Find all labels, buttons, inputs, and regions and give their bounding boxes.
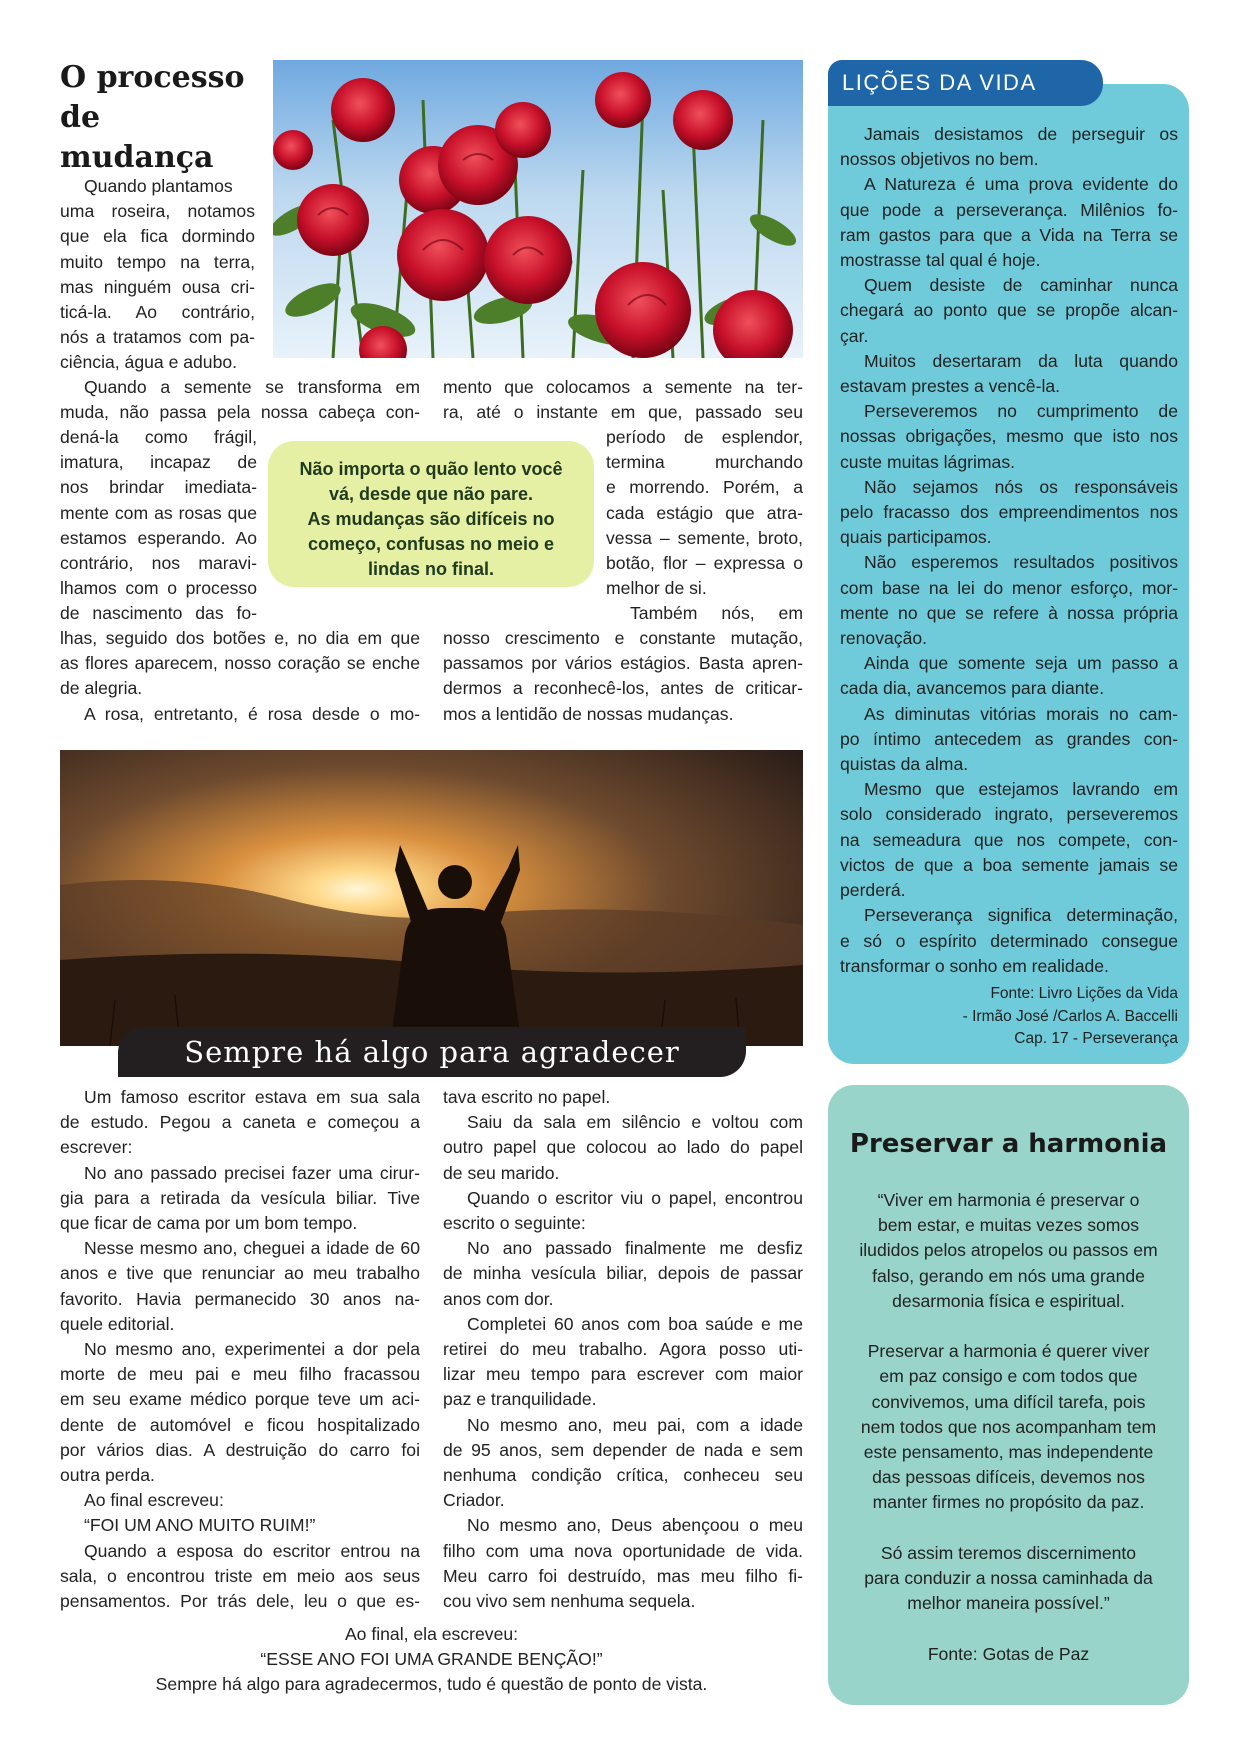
text-line: uma roseira, notamos — [60, 201, 255, 222]
article1-col2-bottom — [443, 626, 803, 727]
text-line: de seu marido. — [443, 1162, 560, 1183]
article2-col1 — [60, 1085, 420, 1614]
quote-line: As mudanças são difíceis no — [307, 509, 555, 529]
text-line: este pensamento, mas independente — [863, 1442, 1154, 1463]
text-line: Criador. — [443, 1490, 505, 1511]
text-line: botão, flor – expressa o — [606, 553, 803, 574]
text-line: mos a lentidão de nossas mudanças. — [443, 703, 734, 724]
text-line: A Natureza é uma prova evidente do — [864, 174, 1178, 195]
text-line: mente com as rosas que — [60, 502, 257, 523]
article1-title-line2: de mudança — [60, 100, 214, 175]
text-line: chegará ao ponto que se propõe alcan- — [840, 300, 1178, 321]
text-line: falso, gerando em nós uma grande — [872, 1265, 1145, 1286]
text-line: na semeadura que nos compete, con- — [840, 829, 1178, 850]
text-line: mostrasse tal qual é hoje. — [840, 250, 1041, 271]
text-line: e morrendo. Porém, a — [606, 477, 803, 498]
article2-closing — [60, 1622, 803, 1698]
text-line: nossas obrigações, mesmo que isto nos — [840, 426, 1178, 447]
harmonia-title: Preservar a harmonia — [849, 1129, 1168, 1159]
text-line: Ainda que somente seja um passo a — [864, 653, 1178, 674]
text-line: cada dia, avancemos para diante. — [840, 678, 1105, 699]
text-line: para conduzir a nossa caminhada da — [864, 1568, 1153, 1589]
text-line: “Viver em harmonia é preservar o — [877, 1190, 1140, 1210]
text-line: As diminutas vitórias morais no cam- — [864, 703, 1178, 724]
text-line: favorito. Havia permanecido 30 anos na- — [60, 1288, 420, 1309]
text-line: Quando a semente se transforma em — [84, 377, 420, 397]
text-line: victos de que a boa semente jamais se — [840, 854, 1178, 875]
article1-col1-top — [60, 174, 255, 376]
text-line: Saiu da sala em silêncio e voltou com — [467, 1112, 803, 1133]
article1-title-line1: O processo — [60, 60, 245, 95]
source-line: Cap. 17 - Perseverança — [1014, 1030, 1178, 1047]
text-line: de estudo. Pegou a caneta e começou a — [60, 1112, 420, 1133]
text-line: nós a tratamos com pa- — [60, 327, 255, 348]
text-line: ra, até o instante em que, passado seu — [443, 402, 803, 423]
text-line: A rosa, entretanto, é rosa desde o mo- — [84, 703, 420, 724]
text-line: Muitos desertaram da luta quando — [864, 350, 1178, 371]
text-line: Mesmo que estejamos lavrando em — [864, 779, 1178, 800]
text-line: cada estágio que atra- — [606, 502, 803, 523]
text-line: pensamentos. Por trás dele, leu o que es- — [60, 1591, 420, 1612]
article1-col2-narrow — [606, 425, 803, 627]
text-line: outro papel que colocou ao lado do papel — [443, 1137, 803, 1158]
text-line: Perseverança significa determinação, — [864, 905, 1178, 926]
text-line: anos com dor. — [443, 1288, 554, 1309]
pull-quote-box — [268, 441, 594, 587]
text-line: muda, não passa pela nossa cabeça con- — [60, 402, 420, 423]
text-line: período de esplendor, — [606, 427, 803, 447]
quote-line: começo, confusas no meio e — [307, 534, 555, 554]
text-line: Não esperemos resultados positivos — [864, 552, 1178, 573]
text-line: estamos esperando. Ao — [60, 527, 257, 548]
quote-line: Não importa o quão lento você — [299, 459, 563, 479]
text-line: manter firmes no propósito da paz. — [872, 1492, 1145, 1513]
text-line: que pode a perseverança. Milênios fo- — [840, 199, 1178, 220]
text-line: No mesmo ano, Deus abençoou o meu — [467, 1515, 803, 1536]
text-line: paz e tranquilidade. — [443, 1389, 597, 1410]
article1-col1-full — [60, 375, 420, 425]
closing-line: “ESSE ANO FOI UMA GRANDE BENÇÃO!” — [260, 1649, 603, 1670]
text-line: bem estar, e muitas vezes somos — [877, 1215, 1140, 1236]
text-line: de 95 anos, sem depender de nada e sem — [443, 1439, 803, 1460]
article1-col1-narrow — [60, 425, 257, 627]
text-line: quistas da alma. — [840, 754, 969, 775]
text-line: muito tempo na terra, — [60, 251, 255, 272]
text-line: Um famoso escritor estava em sua sala — [84, 1087, 420, 1107]
text-line: lizar meu tempo para escrever com maior — [443, 1364, 803, 1385]
text-line: Jamais desistamos de perseguir os — [864, 124, 1178, 144]
roses-illustration — [273, 60, 803, 358]
text-line: Ao final escreveu: — [84, 1490, 224, 1511]
text-line: Não sejamos nós os responsáveis — [864, 476, 1178, 497]
licoes-text — [840, 122, 1178, 979]
quote-line: lindas no final. — [367, 559, 494, 579]
article2-col2 — [443, 1085, 803, 1614]
text-line: das pessoas difíceis, devemos nos — [872, 1467, 1145, 1488]
text-line: Completei 60 anos com boa saúde e me — [467, 1313, 803, 1334]
text-line: que ela fica dormindo — [60, 226, 255, 247]
text-line: transformar o sonho em realidade. — [840, 955, 1109, 976]
text-line: nos brindar imediata- — [60, 477, 257, 498]
text-line: convivemos, uma difícil tarefa, pois — [871, 1391, 1146, 1412]
source-line: - Irmão José /Carlos A. Baccelli — [962, 1007, 1178, 1025]
text-line: ciência, água e adubo. — [60, 352, 238, 373]
text-line: melhor maneira possível.” — [907, 1593, 1110, 1614]
text-line: de minha vesícula biliar, depois de passar — [443, 1263, 803, 1284]
article1-col2-full — [443, 375, 803, 425]
text-line: filho com uma nova oportunidade de vida. — [443, 1540, 803, 1561]
article1-col1-bottom — [60, 626, 420, 727]
text-line: nem todos que nos acompanham tem — [860, 1416, 1157, 1437]
text-line: com base na lei do menor esforço, mor- — [840, 577, 1178, 598]
text-line: Quando o escritor viu o papel, encontrou — [467, 1187, 803, 1208]
text-line: Nesse mesmo ano, cheguei a idade de 60 — [84, 1238, 420, 1259]
text-line: mento que colocamos a semente na ter- — [443, 377, 803, 397]
article1-title — [60, 58, 260, 178]
text-line: sala, o encontrou triste em meio aos seus — [60, 1565, 420, 1586]
text-line: contrário, nos maravi- — [60, 553, 257, 574]
blank-line — [838, 1516, 1179, 1541]
text-line: lhamos com o processo — [60, 578, 257, 599]
text-line: escrever: — [60, 1137, 133, 1158]
text-line: em paz consigo e com todos que — [879, 1366, 1138, 1387]
sunset-prayer-photo — [60, 750, 803, 1046]
text-line: imatura, incapaz de — [60, 452, 257, 473]
text-line: em seu exame médico porque teve um aci- — [60, 1389, 420, 1410]
text-line: custe muitas lágrimas. — [840, 451, 1016, 472]
text-line: No ano passado precisei fazer uma cirur- — [84, 1162, 420, 1183]
text-line: No mesmo ano, experimentei a dor pela — [84, 1339, 420, 1360]
text-line: dená-la como frágil, — [60, 427, 257, 447]
text-line: de alegria. — [60, 678, 143, 699]
text-line: escrito o seguinte: — [443, 1213, 586, 1234]
text-line: e só o espírito determinado consegue — [840, 930, 1178, 951]
text-line: pelo fracasso dos empreendimentos nos — [840, 502, 1178, 523]
text-line: No ano passado finalmente me desfiz — [467, 1238, 803, 1259]
text-line: passamos por vários estágios. Basta apren- — [443, 653, 803, 674]
text-line: vessa – semente, broto, — [606, 527, 803, 548]
text-line: cou vivo sem nenhuma sequela. — [443, 1591, 696, 1612]
text-line: nenhuma condição crítica, conheceu seu — [443, 1465, 803, 1486]
sunset-illustration — [60, 750, 803, 1046]
text-line: termina murchando — [606, 452, 803, 473]
text-line: Quem desiste de caminhar nunca — [864, 275, 1178, 296]
text-line: Perseveremos no cumprimento de — [864, 401, 1178, 422]
text-line: perderá. — [840, 880, 906, 901]
harmonia-source: Fonte: Gotas de Paz — [927, 1643, 1090, 1664]
text-line: iludidos pelos atropelos ou passos em — [859, 1240, 1158, 1261]
text-line: ticá-la. Ao contrário, — [60, 302, 255, 323]
quote-line: vá, desde que não pare. — [328, 484, 534, 504]
text-line: desarmonia física e espiritual. — [892, 1290, 1125, 1311]
text-line: “FOI UM ANO MUITO RUIM!” — [84, 1515, 316, 1536]
article2-title-banner: Sempre há algo para agradecer — [118, 1027, 746, 1077]
text-line: çar. — [840, 325, 869, 346]
licoes-source — [840, 983, 1178, 1051]
text-line: quais participamos. — [840, 527, 992, 548]
text-line: tava escrito no papel. — [443, 1087, 611, 1107]
closing-line: Ao final, ela escreveu: — [344, 1624, 519, 1644]
text-line: que ficar de cama por um bom tempo. — [60, 1213, 358, 1234]
text-line: nossos objetivos no bem. — [840, 149, 1039, 170]
text-line: quele editorial. — [60, 1313, 175, 1334]
text-line: outra perda. — [60, 1465, 155, 1486]
text-line: anos e tive que renunciar ao meu trabalho — [60, 1263, 420, 1284]
text-line: Só assim teremos discernimento — [880, 1542, 1137, 1563]
harmonia-text — [838, 1188, 1179, 1667]
text-line: lhas, seguido dos botões e, no dia em que — [60, 628, 420, 648]
text-line: dermos a reconhecê-los, antes de criticar- — [443, 678, 803, 699]
text-line: solo considerado ingrato, perseveremos — [840, 804, 1178, 825]
text-line: mente no que se refere à nossa própria — [840, 602, 1178, 623]
text-line: Meu carro foi destruído, mas meu filho fi- — [443, 1565, 803, 1586]
text-line: Também nós, em — [630, 603, 803, 624]
text-line: melhor de si. — [606, 578, 707, 599]
text-line: renovação. — [840, 628, 928, 649]
text-line: Quando plantamos — [84, 176, 233, 196]
licoes-da-vida-tab: LIÇÕES DA VIDA — [828, 60, 1103, 106]
text-line: de nascimento das fo- — [60, 603, 257, 624]
text-line: po íntimo antecedem as grandes con- — [840, 728, 1178, 749]
text-line: as flores aparecem, nosso coração se enche — [60, 653, 420, 674]
text-line: morte de meu pai e meu filho fracassou — [60, 1364, 420, 1385]
text-line: dente de automóvel e ficou hospitalizado — [60, 1414, 420, 1435]
blank-line — [838, 1314, 1179, 1339]
text-line: estavam prestes a vencê-la. — [840, 376, 1061, 397]
blank-line — [838, 1616, 1179, 1641]
text-line: por vários dias. A destruição do carro foi — [60, 1439, 420, 1460]
roses-photo — [273, 60, 803, 358]
text-line: ram gastos para que a Vida na Terra se — [840, 224, 1178, 245]
source-line: Fonte: Livro Lições da Vida — [990, 985, 1178, 1002]
text-line: retirei do meu trabalho. Agora posso uti- — [443, 1339, 803, 1360]
text-line: gia para a retirada da vesícula biliar. Tive — [60, 1187, 420, 1208]
text-line: mas ninguém ousa cri- — [60, 276, 255, 297]
text-line: No mesmo ano, meu pai, com a idade — [467, 1414, 803, 1435]
text-line: Quando a esposa do escritor entrou na — [84, 1540, 420, 1561]
text-line: nosso crescimento e constante mutação, — [443, 628, 803, 648]
text-line: Preservar a harmonia é querer viver — [867, 1341, 1150, 1362]
closing-line: Sempre há algo para agradecermos, tudo é questão de ponto de vista. — [155, 1674, 708, 1695]
